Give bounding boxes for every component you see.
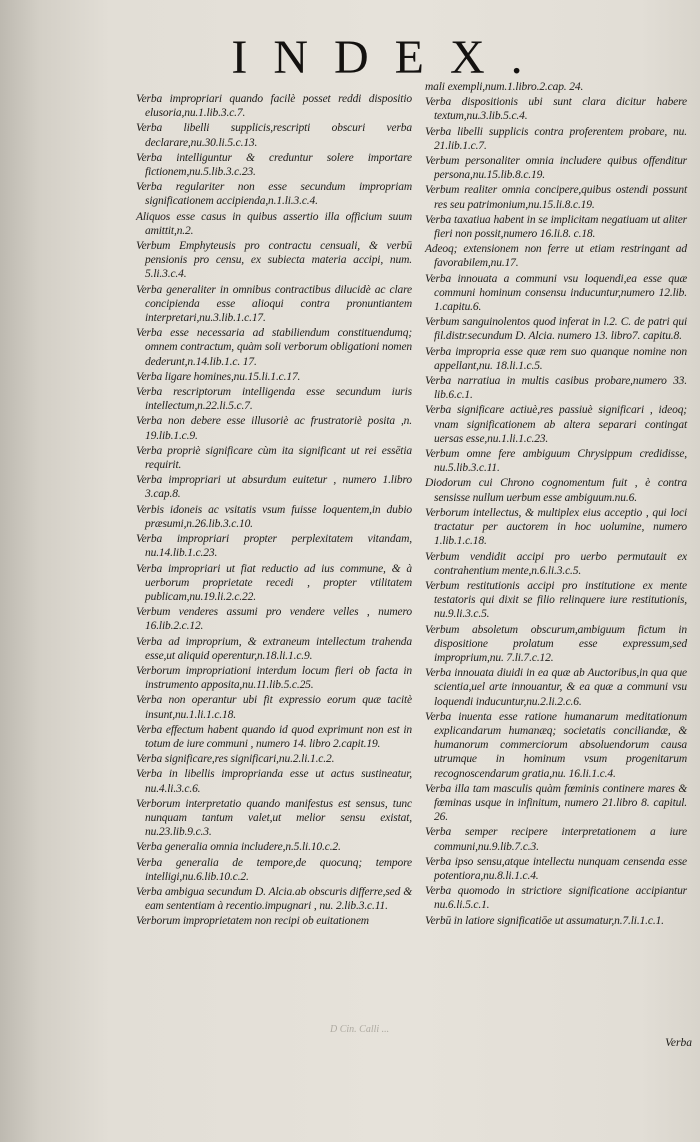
index-entry: Verba impropria esse quæ rem suo quanque nomine non appellant,nu. 18.li.1.c.5. (425, 345, 687, 372)
index-entry: Diodorum cui Chrono cognomentum fuit , è contra sensisse nullum uerbum esse ambiguum.nu.6. (425, 477, 687, 504)
index-entry: Verba non debere esse illusoriè ac frustratoriè posita ,n. 19.lib.1.c.9. (136, 415, 412, 442)
page-title: INDEX. (231, 31, 549, 84)
index-entry: Adeoq; extensionem non ferre ut etiam restringant ad favorabilem,nu.17. (425, 243, 687, 270)
index-entry: Verba intelliguntur & creduntur solere importare fictionem,nu.5.lib.3.c.23. (136, 151, 412, 179)
index-entry: Verba regulariter non esse secundum impropriam significationem accipienda,n.1.li.3.c.4. (136, 181, 412, 208)
right-column (425, 80, 687, 929)
index-entry: Verba ipso sensu,atque intellectu nunquam censenda esse potentiora,nu.8.li.1.c.4. (425, 855, 687, 882)
index-entry: Verba significare actiuè,res passiuè significari , ideoq; vnam significationem ab altera separari contingat uersas esse,nu.1.li.1.c.23. (425, 404, 687, 445)
index-entry: Verba rescriptorum intelligenda esse secundum iuris intellectum,n.22.li.5.c.7. (136, 386, 412, 413)
index-entry: Verba illa tam masculis quàm fœminis continere mares & fœminas usque in infinitum, numero 21.libro 8. capitul. 26. (425, 782, 687, 824)
index-entry: Verbum absoletum obscurum,ambiguum fictum in dispositione prolatum esse expressum,sed improprium,nu. 7.li.7.c.12. (425, 623, 687, 664)
index-entry: Verborum interpretatio quando manifestus est sensus, tunc nunquam tantum valet,ut melior sensu existat, nu.23.lib.9.c.3. (136, 797, 412, 839)
index-entry: Verba innouata diuidi in ea quæ ab Auctoribus,in qua que scientia,uel arte innouantur, & ea quæ a communi vsu loquendi inducuntur,nu.2.li.2.c.6. (425, 667, 687, 708)
catchword: Verba (665, 1037, 692, 1049)
index-entry: Verba non operantur ubi fit expressio eorum quæ tacitè insunt,nu.1.li.1.c.18. (136, 694, 412, 721)
index-entry: Verbum Emphyteusis pro contractu censuali, & verbū pensionis pro censu, ex subiecta materia accipi, num. 5.li.3.c.4. (136, 240, 412, 281)
index-entry: Verba libelli supplicis,rescripti obscuri verba declarare,nu.30.li.5.c.13. (136, 122, 412, 149)
index-entry: Verba narratiua in multis casibus probare,numero 33. lib.6.c.1. (425, 375, 687, 402)
index-entry: Verba impropriari quando facilè posset reddi dispositio elusoria,nu.1.lib.3.c.7. (136, 93, 412, 120)
index-entry: Verba ad improprium, & extraneum intellectum trahenda esse,ut aliquid operentur,n.18.li.1.c.9. (136, 635, 412, 662)
index-entry: Verbum omne fere ambiguum Chrysippum credidisse, nu.5.lib.3.c.11. (425, 448, 687, 475)
index-entry: Verba inuenta esse ratione humanarum meditationum explicandarum humanæq; societatis conciliandæ, & humanorum commerciorum absoluendorum causa utrumque in hominum vsum progenitarum recognoscendarum gratia,nu. 16.li.1.c.4. (425, 710, 687, 780)
index-entry: Verba taxatiua habent in se implicitam negatiuam ut aliter fieri non possit,numero 16.li.8. c.18. (425, 213, 687, 241)
faint-bleed-through-mark: D Cin. Calli ... (330, 1024, 390, 1035)
index-entry: Verbum vendidit accipi pro uerbo permutauit ex contrahentium mente,n.6.li.3.c.5. (425, 550, 687, 577)
index-entry: Verba semper recipere interpretationem a iure communi,nu.9.lib.7.c.3. (425, 826, 687, 853)
index-entry: Verba effectum habent quando id quod exprimunt non est in totum de iure communi , numero 14. libro 2.capit.19. (136, 723, 412, 750)
index-entry: Verba dispositionis ubi sunt clara dicitur habere textum,nu.3.lib.5.c.4. (425, 96, 687, 123)
index-entry: Verba in libellis improprianda esse ut actus sustineatur, nu.4.li.3.c.6. (136, 768, 412, 795)
index-entry: Verborum improprietatem non recipi ob euitationem (136, 915, 369, 928)
index-entry: Verba libelli supplicis contra proferentem probare, nu. 21.lib.1.c.7. (425, 125, 687, 152)
index-entry: Verbum sanguinolentos quod inferat in l.2. C. de patri qui fil.distr.secundum D. Alcia. numero 13. libro7. capitu.8. (425, 316, 687, 343)
index-entry: Verbum venderes assumi pro vendere velles , numero 16.lib.2.c.12. (136, 606, 412, 633)
index-entry: Verba significare,res significari,nu.2.li.1.c.2. (136, 753, 335, 766)
index-entry: Verborum intellectus, & multiplex eius acceptio , qui loci tractatur per auctorem in hoc uolumine, numero 1.lib.1.c.18. (425, 506, 687, 548)
index-entry: Verba generalia de tempore,de quocunq; tempore intelligi,nu.6.lib.10.c.2. (136, 856, 412, 883)
left-column (136, 92, 412, 930)
index-entry: Verba propriè significare cùm ita significant ut rei essētia requirit. (136, 444, 412, 472)
index-entry: Verba generaliter in omnibus contractibus dilucidè ac clare concipienda esse alioqui contra pronuntiantem interpretari,nu.3.lib.1.c.17. (136, 283, 412, 325)
index-entry: Verbum realiter omnia concipere,quibus ostendi possunt res seu patrimonium,nu.15.li.8.c.19. (425, 184, 687, 211)
index-entry: Verba impropriari ut fiat reductio ad ius commune, & à uerborum proprietate recedi , propter vtilitatem publicam,nu.19.li.2.c.22. (136, 562, 412, 603)
index-entry: Verbum restitutionis accipi pro institutione ex mente testatoris qui dixit se filio relinquere iure restitutionis, nu.9.li.3.c.5. (425, 579, 687, 621)
index-entry: Verba impropriari ut absurdum euitetur , numero 1.libro 3.cap.8. (136, 474, 412, 501)
index-entry: Verbum personaliter omnia includere quibus offenditur persona,nu.15.lib.8.c.19. (425, 155, 687, 182)
index-entry: Verba ligare homines,nu.15.li.1.c.17. (136, 370, 301, 383)
index-entry: Verba ambigua secundum D. Alcia.ab obscuris differre,sed & eam sententiam à recentio.impugnari , nu. 2.lib.3.c.11. (136, 885, 412, 913)
index-entry: Aliquos esse casus in quibus assertio illa officium suum amittit,n.2. (136, 210, 412, 237)
index-entry: Verba quomodo in strictiore significatione accipiantur nu.6.li.5.c.1. (425, 885, 687, 912)
index-entry: mali exempli,num.1.libro.2.cap. 24. (425, 81, 584, 93)
index-entry: Verba impropriari propter perplexitatem vitandam, nu.14.lib.1.c.23. (136, 533, 412, 560)
index-entry: Verborum impropriationi interdum locum fieri ob facta in instrumento apposita,nu.11.lib.5.c.25. (136, 664, 412, 692)
index-entry: Verba esse necessaria ad stabiliendum constituendumq; omnem contractum, quàm soli verborum obligationi nomen dederunt,n.14.lib.1.c. 17. (136, 327, 412, 368)
index-entry: Verbū in latiore significatiōe ut assumatur,n.7.li.1.c.1. (425, 914, 664, 927)
index-entry: Verbis idoneis ac vsitatis vsum fuisse loquentem,in dubio præsumi,n.26.lib.3.c.10. (136, 503, 412, 530)
index-entry: Verba generalia omnia includere,n.5.li.10.c.2. (136, 841, 341, 854)
index-entry: Verba innouata a communi vsu loquendi,ea esse quæ communi hominum consensu inducuntur,numero 12.lib. 1.capitu.6. (425, 272, 687, 314)
